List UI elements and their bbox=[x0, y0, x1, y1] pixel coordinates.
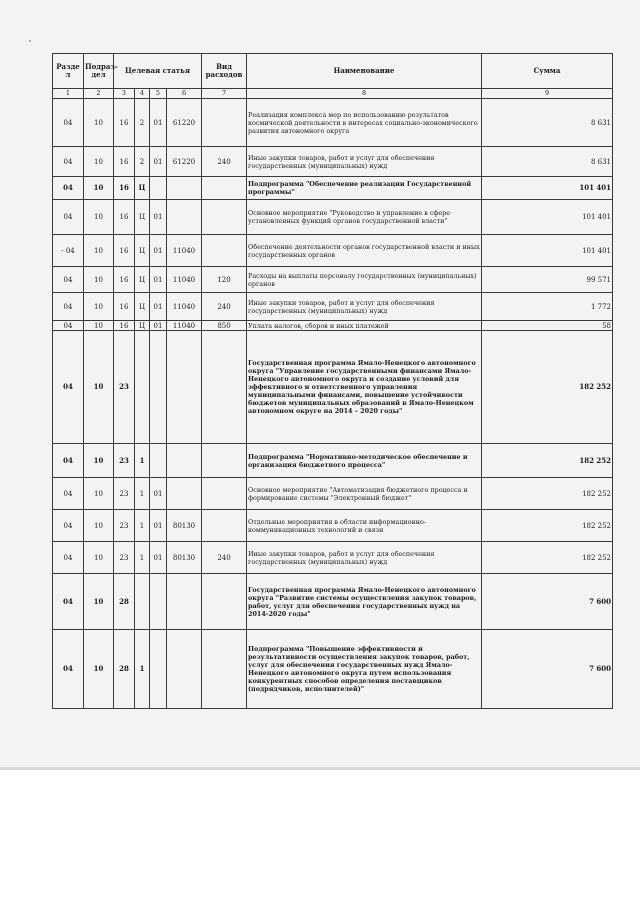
table-row bbox=[53, 444, 613, 478]
scan-speck bbox=[29, 40, 31, 42]
subprogram-code-cell: Ц bbox=[135, 293, 150, 321]
activity-code-cell: 01 bbox=[150, 542, 167, 574]
table-row bbox=[53, 147, 613, 177]
direction-code-cell bbox=[167, 630, 202, 709]
activity-code-cell: 01 bbox=[150, 510, 167, 542]
budget-table bbox=[52, 53, 613, 709]
razdel-cell: 04 bbox=[53, 293, 84, 321]
direction-code-cell bbox=[167, 444, 202, 478]
name-cell: Подпрограмма "Нормативно-методическое обеспечение и организация бюджетного процесса" bbox=[247, 444, 482, 478]
razdel-cell: - 04 bbox=[53, 235, 84, 267]
podrazdel-cell: 10 bbox=[84, 331, 114, 444]
sum-cell: 101 401 bbox=[482, 235, 613, 267]
expense-type-cell bbox=[202, 235, 247, 267]
expense-type-cell bbox=[202, 444, 247, 478]
podrazdel-cell: 10 bbox=[84, 510, 114, 542]
name-cell: Реализация комплекса мер по использованию результатов космической деятельности в интересах социально-экономического развития автономного округа bbox=[247, 99, 482, 147]
activity-code-cell: 01 bbox=[150, 293, 167, 321]
col-number: 9 bbox=[482, 89, 613, 99]
program-code-cell: 28 bbox=[114, 630, 135, 709]
program-code-cell: 16 bbox=[114, 267, 135, 293]
program-code-cell: 16 bbox=[114, 99, 135, 147]
direction-code-cell: 61220 bbox=[167, 99, 202, 147]
table-row bbox=[53, 177, 613, 200]
razdel-cell: 04 bbox=[53, 574, 84, 630]
activity-code-cell bbox=[150, 177, 167, 200]
col-number: 1 bbox=[53, 89, 84, 99]
razdel-cell: 04 bbox=[53, 267, 84, 293]
razdel-cell: 04 bbox=[53, 177, 84, 200]
col-number: 7 bbox=[202, 89, 247, 99]
direction-code-cell bbox=[167, 574, 202, 630]
sum-cell: 99 571 bbox=[482, 267, 613, 293]
podrazdel-cell: 10 bbox=[84, 177, 114, 200]
direction-code-cell: 61220 bbox=[167, 147, 202, 177]
razdel-cell: 04 bbox=[53, 200, 84, 235]
name-cell: Отдельные мероприятия в области информационно-коммуникационных технологий и связи bbox=[247, 510, 482, 542]
activity-code-cell: 01 bbox=[150, 267, 167, 293]
activity-code-cell: 01 bbox=[150, 321, 167, 331]
expense-type-cell bbox=[202, 574, 247, 630]
header-naimenovanie: Наименование bbox=[247, 54, 482, 89]
column-number-row bbox=[53, 89, 613, 99]
subprogram-code-cell bbox=[135, 331, 150, 444]
subprogram-code-cell bbox=[135, 574, 150, 630]
razdel-cell: 04 bbox=[53, 478, 84, 510]
razdel-cell: 04 bbox=[53, 331, 84, 444]
table-row bbox=[53, 235, 613, 267]
podrazdel-cell: 10 bbox=[84, 147, 114, 177]
activity-code-cell bbox=[150, 630, 167, 709]
subprogram-code-cell: 2 bbox=[135, 99, 150, 147]
program-code-cell: 23 bbox=[114, 478, 135, 510]
subprogram-code-cell: 1 bbox=[135, 478, 150, 510]
sum-cell: 182 252 bbox=[482, 444, 613, 478]
header-summa: Сумма bbox=[482, 54, 613, 89]
direction-code-cell: 11040 bbox=[167, 267, 202, 293]
name-cell: Государственная программа Ямало-Ненецкого автономного округа "Управление государственными финансами Ямало-Ненецкого автономного округа и создание условий для эффективного и ответственного управления муниципальными финансами, повышение устойчивости бюджетов муниципальных образований в Ямало-Ненецком автономном округе на 2014 – 2020 годы" bbox=[247, 331, 482, 444]
expense-type-cell bbox=[202, 510, 247, 542]
program-code-cell: 16 bbox=[114, 177, 135, 200]
razdel-cell: 04 bbox=[53, 321, 84, 331]
razdel-cell: 04 bbox=[53, 444, 84, 478]
direction-code-cell bbox=[167, 177, 202, 200]
direction-code-cell bbox=[167, 478, 202, 510]
direction-code-cell: 11040 bbox=[167, 235, 202, 267]
subprogram-code-cell: Ц bbox=[135, 267, 150, 293]
table-row bbox=[53, 200, 613, 235]
activity-code-cell: 01 bbox=[150, 99, 167, 147]
direction-code-cell bbox=[167, 331, 202, 444]
name-cell: Расходы на выплаты персоналу государственных (муниципальных) органов bbox=[247, 267, 482, 293]
expense-type-cell: 240 bbox=[202, 293, 247, 321]
subprogram-code-cell: Ц bbox=[135, 177, 150, 200]
direction-code-cell: 80130 bbox=[167, 542, 202, 574]
sum-cell: 101 401 bbox=[482, 200, 613, 235]
header-razdel: Разде л bbox=[53, 54, 84, 89]
name-cell: Государственная программа Ямало-Ненецкого автономного округа "Развитие системы осуществления закупок товаров, работ, услуг для обеспечения государственных нужд на 2014-2020 годы" bbox=[247, 574, 482, 630]
col-number: 3 bbox=[114, 89, 135, 99]
sum-cell: 8 631 bbox=[482, 99, 613, 147]
expense-type-cell: 240 bbox=[202, 542, 247, 574]
podrazdel-cell: 10 bbox=[84, 574, 114, 630]
razdel-cell: 04 bbox=[53, 99, 84, 147]
name-cell: Иные закупки товаров, работ и услуг для обеспечения государственных (муниципальных) нужд bbox=[247, 293, 482, 321]
table-row bbox=[53, 321, 613, 331]
name-cell: Уплата налогов, сборов и иных платежей bbox=[247, 321, 482, 331]
expense-type-cell: 120 bbox=[202, 267, 247, 293]
podrazdel-cell: 10 bbox=[84, 321, 114, 331]
podrazdel-cell: 10 bbox=[84, 630, 114, 709]
podrazdel-cell: 10 bbox=[84, 267, 114, 293]
table-row bbox=[53, 331, 613, 444]
activity-code-cell: 01 bbox=[150, 147, 167, 177]
razdel-cell: 04 bbox=[53, 147, 84, 177]
razdel-cell: 04 bbox=[53, 630, 84, 709]
table-row bbox=[53, 574, 613, 630]
direction-code-cell: 80130 bbox=[167, 510, 202, 542]
sum-cell: 182 252 bbox=[482, 331, 613, 444]
name-cell: Подпрограмма "Обеспечение реализации Государственной программы" bbox=[247, 177, 482, 200]
razdel-cell: 04 bbox=[53, 510, 84, 542]
table-row bbox=[53, 267, 613, 293]
name-cell: Основное мероприятие "Автоматизация бюджетного процесса и формирование системы "Электронный бюджет" bbox=[247, 478, 482, 510]
program-code-cell: 16 bbox=[114, 321, 135, 331]
col-number: 4 bbox=[135, 89, 150, 99]
col-number: 6 bbox=[167, 89, 202, 99]
program-code-cell: 16 bbox=[114, 200, 135, 235]
table-row bbox=[53, 478, 613, 510]
expense-type-cell: 850 bbox=[202, 321, 247, 331]
header-podrazdel: Подраз- дел bbox=[84, 54, 114, 89]
subprogram-code-cell: 1 bbox=[135, 444, 150, 478]
direction-code-cell: 11040 bbox=[167, 321, 202, 331]
activity-code-cell: 01 bbox=[150, 200, 167, 235]
razdel-cell: 04 bbox=[53, 542, 84, 574]
sum-cell: 1 772 bbox=[482, 293, 613, 321]
table-row bbox=[53, 510, 613, 542]
expense-type-cell bbox=[202, 478, 247, 510]
activity-code-cell bbox=[150, 444, 167, 478]
col-number: 2 bbox=[84, 89, 114, 99]
podrazdel-cell: 10 bbox=[84, 99, 114, 147]
table-row bbox=[53, 630, 613, 709]
header-tselevaya-statya: Целевая статья bbox=[114, 54, 202, 89]
program-code-cell: 23 bbox=[114, 510, 135, 542]
col-number: 5 bbox=[150, 89, 167, 99]
table-row bbox=[53, 542, 613, 574]
sum-cell: 58 bbox=[482, 321, 613, 331]
expense-type-cell bbox=[202, 177, 247, 200]
direction-code-cell: 11040 bbox=[167, 293, 202, 321]
expense-type-cell bbox=[202, 200, 247, 235]
sum-cell: 7 600 bbox=[482, 630, 613, 709]
program-code-cell: 16 bbox=[114, 235, 135, 267]
subprogram-code-cell: Ц bbox=[135, 235, 150, 267]
program-code-cell: 23 bbox=[114, 542, 135, 574]
sum-cell: 182 252 bbox=[482, 542, 613, 574]
table-row bbox=[53, 293, 613, 321]
expense-type-cell bbox=[202, 630, 247, 709]
name-cell: Иные закупки товаров, работ и услуг для обеспечения государственных (муниципальных) нужд bbox=[247, 147, 482, 177]
activity-code-cell: 01 bbox=[150, 235, 167, 267]
subprogram-code-cell: 1 bbox=[135, 630, 150, 709]
activity-code-cell: 01 bbox=[150, 478, 167, 510]
subprogram-code-cell: Ц bbox=[135, 200, 150, 235]
expense-type-cell bbox=[202, 331, 247, 444]
sum-cell: 182 252 bbox=[482, 510, 613, 542]
podrazdel-cell: 10 bbox=[84, 542, 114, 574]
podrazdel-cell: 10 bbox=[84, 444, 114, 478]
activity-code-cell bbox=[150, 331, 167, 444]
activity-code-cell bbox=[150, 574, 167, 630]
program-code-cell: 23 bbox=[114, 444, 135, 478]
name-cell: Основное мероприятие "Руководство и управление в сфере установленных функций органов государственной власти" bbox=[247, 200, 482, 235]
podrazdel-cell: 10 bbox=[84, 235, 114, 267]
name-cell: Обеспечение деятельности органов государственной власти и иных государственных органов bbox=[247, 235, 482, 267]
subprogram-code-cell: Ц bbox=[135, 321, 150, 331]
program-code-cell: 23 bbox=[114, 331, 135, 444]
name-cell: Иные закупки товаров, работ и услуг для обеспечения государственных (муниципальных) нужд bbox=[247, 542, 482, 574]
expense-type-cell bbox=[202, 99, 247, 147]
expense-type-cell: 240 bbox=[202, 147, 247, 177]
direction-code-cell bbox=[167, 200, 202, 235]
header-row bbox=[53, 54, 613, 89]
podrazdel-cell: 10 bbox=[84, 478, 114, 510]
sum-cell: 7 600 bbox=[482, 574, 613, 630]
name-cell: Подпрограмма "Повышение эффективности и результативности осуществления закупок товаров, работ, услуг для обеспечения государственных нужд Ямало-Ненецкого автономного округа путем использования конкурентных способов определения поставщиков (подрядчиков, исполнителей)" bbox=[247, 630, 482, 709]
subprogram-code-cell: 1 bbox=[135, 542, 150, 574]
sum-cell: 8 631 bbox=[482, 147, 613, 177]
podrazdel-cell: 10 bbox=[84, 200, 114, 235]
program-code-cell: 28 bbox=[114, 574, 135, 630]
program-code-cell: 16 bbox=[114, 147, 135, 177]
podrazdel-cell: 10 bbox=[84, 293, 114, 321]
program-code-cell: 16 bbox=[114, 293, 135, 321]
subprogram-code-cell: 2 bbox=[135, 147, 150, 177]
subprogram-code-cell: 1 bbox=[135, 510, 150, 542]
sum-cell: 182 252 bbox=[482, 478, 613, 510]
table-row bbox=[53, 99, 613, 147]
col-number: 8 bbox=[247, 89, 482, 99]
header-vid-raskhodov: Вид расходов bbox=[202, 54, 247, 89]
sum-cell: 101 401 bbox=[482, 177, 613, 200]
